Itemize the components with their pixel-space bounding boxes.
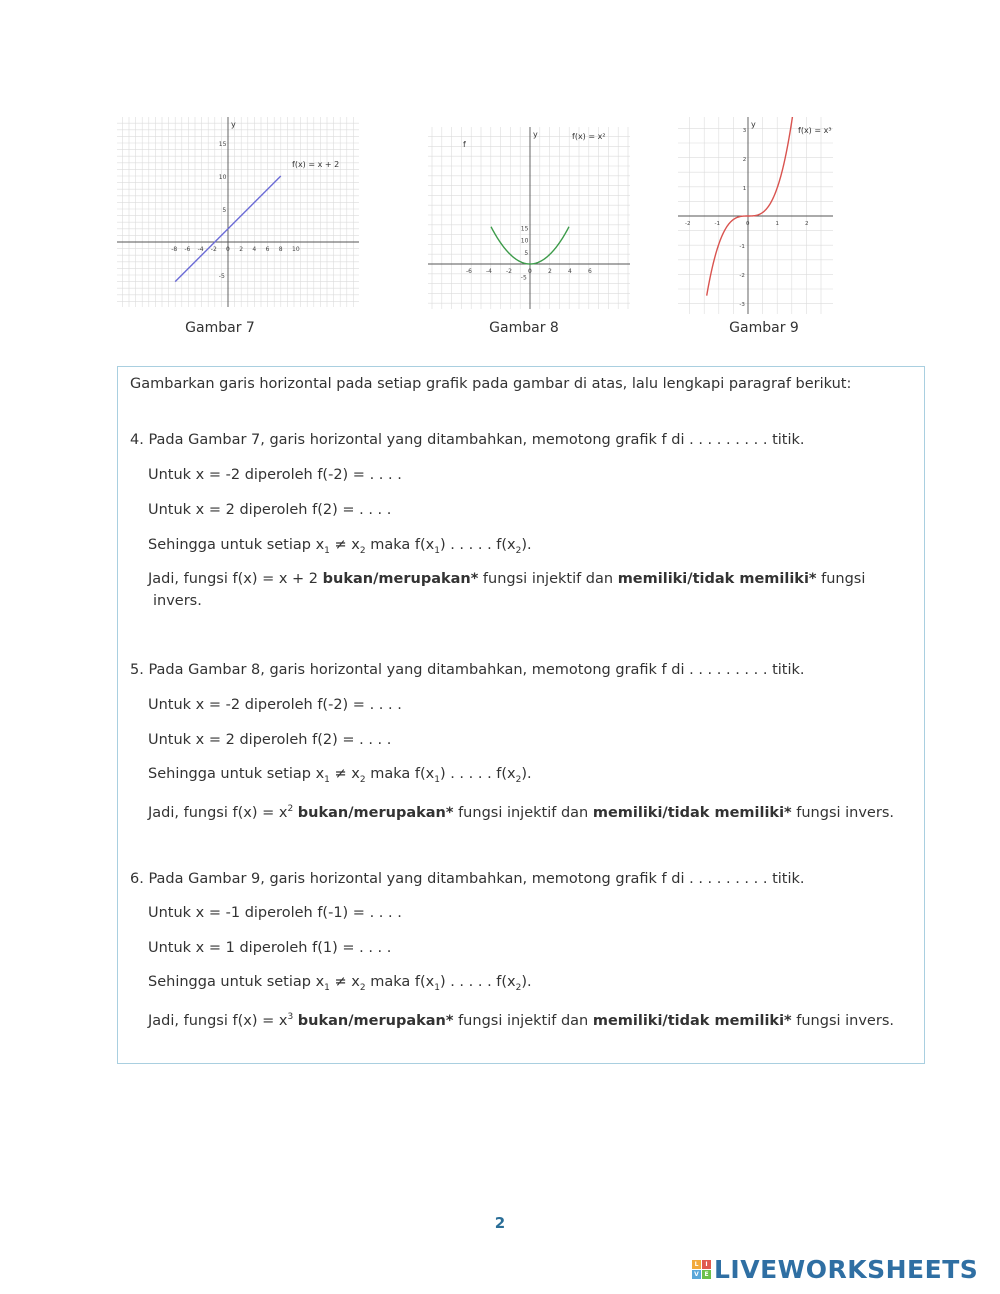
x-tick-label: 4 [568, 268, 572, 275]
y-tick-label: 15 [520, 225, 529, 233]
y-tick-label: 1 [742, 186, 747, 192]
y-axis-label: y [533, 130, 538, 139]
logo-text: LIVEWORKSHEETS [714, 1254, 979, 1284]
y-tick-label: 15 [218, 141, 227, 148]
x-tick-label: 8 [278, 246, 283, 253]
q5-line1: 5. Pada Gambar 8, garis horizontal yang ditambahkan, memotong grafik f di . . . . . . . . . titik. [130, 662, 805, 678]
graph-gambar-9 [678, 117, 833, 314]
q4-line3[interactable]: Untuk x = 2 diperoleh f(2) = . . . . [148, 502, 392, 518]
q4-line2[interactable]: Untuk x = -2 diperoleh f(-2) = . . . . [148, 467, 402, 483]
y-tick-label: -5 [520, 274, 527, 282]
x-tick-label: 2 [805, 221, 809, 227]
question-box [117, 366, 925, 1064]
x-tick-label: -8 [171, 246, 178, 253]
x-tick-label: 10 [292, 246, 300, 253]
q6-line3[interactable]: Untuk x = 1 diperoleh f(1) = . . . . [148, 940, 392, 956]
q4-line4[interactable]: Sehingga untuk setiap $x_1 \ne x_2$ maka $f(x_1)$ . . . . . $f(x_2)$. [148, 537, 532, 556]
caption-gambar-7: Gambar 7 [185, 320, 255, 336]
y-tick-label: -2 [739, 273, 745, 279]
x-tick-label: 6 [265, 246, 270, 253]
y-tick-label: -3 [739, 302, 745, 308]
x-tick-label: 4 [252, 246, 257, 253]
x-tick-label: -2 [210, 246, 217, 253]
graph-8-svg [428, 127, 630, 309]
graph-7-svg [117, 117, 359, 307]
q6-line4[interactable]: Sehingga untuk setiap $x_1 \ne x_2$ maka $f(x_1)$ . . . . . $f(x_2)$. [148, 974, 532, 993]
function-label: f(x) = x² [572, 132, 606, 141]
y-tick-label: 5 [222, 207, 227, 214]
y-tick-label: -1 [739, 244, 745, 250]
q5-conclusion[interactable]: Jadi, fungsi $f(x) = x^2$ bukan/merupakan* fungsi injektif dan memiliki/tidak memiliki* fungsi invers. [148, 804, 894, 821]
instructions: Gambarkan garis horizontal pada setiap grafik pada gambar di atas, lalu lengkapi paragraf berikut: [130, 376, 852, 392]
curve-name-label: f [463, 140, 466, 149]
q6-line2[interactable]: Untuk x = -1 diperoleh f(-1) = . . . . [148, 905, 402, 921]
x-tick-label: 0 [746, 221, 750, 227]
logo-mark-icon [692, 1260, 711, 1279]
y-axis-label: y [751, 120, 756, 129]
q6-conclusion[interactable]: Jadi, fungsi $f(x) = x^3$ bukan/merupakan* fungsi injektif dan memiliki/tidak memiliki* fungsi invers. [148, 1012, 894, 1029]
x-tick-label: 0 [528, 268, 532, 275]
q5-line3[interactable]: Untuk x = 2 diperoleh f(2) = . . . . [148, 732, 392, 748]
logo-mark-e: E [702, 1270, 711, 1279]
function-label: f(x) = x³ [798, 126, 832, 135]
x-tick-label: 1 [775, 221, 779, 227]
q4-conclusion[interactable]: Jadi, fungsi f(x) = x + 2 bukan/merupakan* fungsi injektif dan memiliki/tidak memiliki* fungsi [148, 571, 866, 587]
caption-gambar-9: Gambar 9 [729, 320, 799, 336]
y-tick-label: 2 [742, 157, 747, 163]
q4-line1: 4. Pada Gambar 7, garis horizontal yang ditambahkan, memotong grafik f di . . . . . . . . . titik. [130, 432, 805, 448]
x-tick-label: -4 [197, 246, 204, 253]
y-axis-label: y [231, 120, 236, 129]
x-tick-label: 6 [588, 268, 592, 275]
function-label: f(x) = x + 2 [292, 160, 340, 169]
x-tick-label: -4 [486, 268, 492, 275]
y-tick-label: 10 [218, 174, 227, 181]
graph-9-svg [678, 117, 833, 314]
x-tick-label: 0 [226, 246, 230, 253]
y-tick-label: 3 [742, 128, 747, 134]
logo-mark-l: L [692, 1260, 701, 1269]
q5-line4[interactable]: Sehingga untuk setiap $x_1 \ne x_2$ maka $f(x_1)$ . . . . . $f(x_2)$. [148, 766, 532, 785]
y-tick-label: 5 [524, 249, 529, 257]
x-tick-label: 2 [239, 246, 244, 253]
x-tick-label: -2 [685, 221, 691, 227]
function-curve [707, 117, 795, 296]
y-tick-label: 10 [520, 237, 529, 245]
x-tick-label: -6 [184, 246, 191, 253]
logo-mark-v: V [692, 1270, 701, 1279]
liveworksheets-logo [692, 1252, 978, 1286]
graph-gambar-7 [117, 117, 359, 307]
caption-gambar-8: Gambar 8 [489, 320, 559, 336]
x-tick-label: 2 [548, 268, 552, 275]
x-tick-label: -6 [466, 268, 472, 275]
graph-gambar-8 [428, 127, 630, 309]
q4-conclusion-cont: invers. [153, 593, 202, 609]
page-number: 2 [494, 1214, 506, 1232]
x-tick-label: -1 [714, 221, 720, 227]
x-tick-label: -2 [506, 268, 512, 275]
y-tick-label: -5 [218, 273, 225, 280]
logo-mark-i: I [702, 1260, 711, 1269]
q6-line1: 6. Pada Gambar 9, garis horizontal yang ditambahkan, memotong grafik f di . . . . . . . . . titik. [130, 871, 805, 887]
q5-line2[interactable]: Untuk x = -2 diperoleh f(-2) = . . . . [148, 697, 402, 713]
